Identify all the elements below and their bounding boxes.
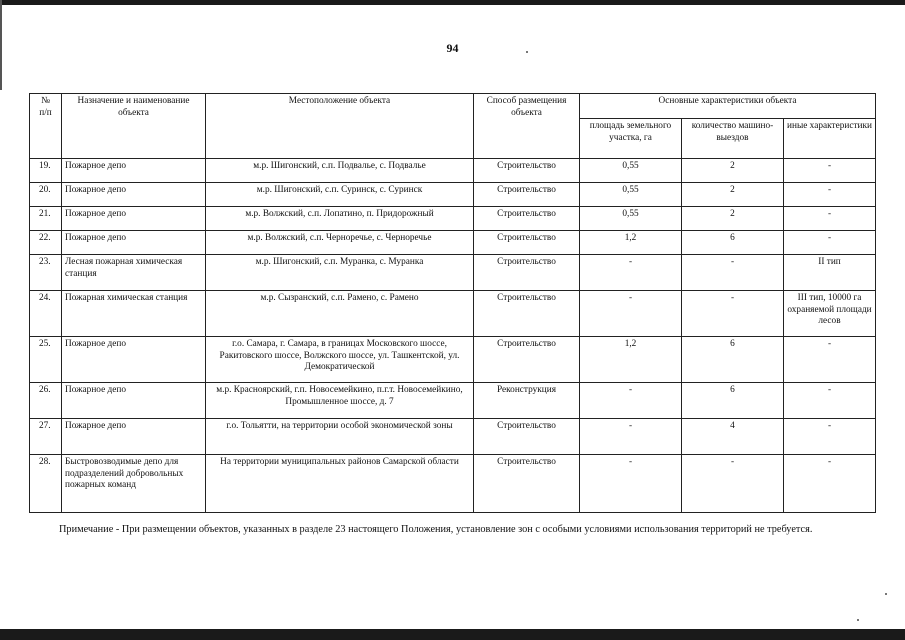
row-num: 19. <box>30 159 62 183</box>
row-other: II тип <box>784 255 876 291</box>
table-row <box>30 383 876 419</box>
objects-table <box>29 93 876 513</box>
row-location: м.р. Шигонский, с.п. Подвалье, с. Подвалье <box>206 159 474 183</box>
row-num: 22. <box>30 231 62 255</box>
row-method: Строительство <box>474 291 580 337</box>
row-method: Строительство <box>474 207 580 231</box>
row-method: Строительство <box>474 159 580 183</box>
table-row <box>30 183 876 207</box>
row-area: 0,55 <box>580 207 682 231</box>
page-number: 94 <box>446 41 459 55</box>
scan-speck <box>885 593 887 595</box>
row-other: III тип, 10000 га охраняемой площади лесов <box>784 291 876 337</box>
row-method: Строительство <box>474 255 580 291</box>
row-area: 0,55 <box>580 183 682 207</box>
col-header-vehicles: количество машино-выездов <box>682 119 784 159</box>
row-vehicles: 2 <box>682 183 784 207</box>
row-name: Пожарное депо <box>62 231 206 255</box>
row-other: - <box>784 455 876 513</box>
row-vehicles: 6 <box>682 337 784 383</box>
row-name: Пожарное депо <box>62 159 206 183</box>
row-name: Пожарное депо <box>62 337 206 383</box>
row-vehicles: - <box>682 255 784 291</box>
row-name: Пожарная химическая станция <box>62 291 206 337</box>
col-header-area: площадь земельного участка, га <box>580 119 682 159</box>
row-other: - <box>784 183 876 207</box>
row-name: Лесная пожарная химическая станция <box>62 255 206 291</box>
row-method: Строительство <box>474 183 580 207</box>
row-method: Строительство <box>474 419 580 455</box>
scan-speck <box>857 619 859 621</box>
row-vehicles: - <box>682 455 784 513</box>
scan-edge-top <box>0 0 905 5</box>
row-vehicles: - <box>682 291 784 337</box>
row-location: м.р. Шигонский, с.п. Муранка, с. Муранка <box>206 255 474 291</box>
row-location: г.о. Тольятти, на территории особой экономической зоны <box>206 419 474 455</box>
row-other: - <box>784 337 876 383</box>
table-header-row <box>30 94 876 119</box>
footnote-text: Примечание - При размещении объектов, указанных в разделе 23 настоящего Положения, установление зон с особыми условиями использования территорий не требуется. <box>59 524 813 535</box>
row-location: м.р. Волжский, с.п. Лопатино, п. Придорожный <box>206 207 474 231</box>
row-num: 25. <box>30 337 62 383</box>
row-location: м.р. Сызранский, с.п. Рамено, с. Рамено <box>206 291 474 337</box>
table-row <box>30 337 876 383</box>
row-num: 20. <box>30 183 62 207</box>
row-location: м.р. Шигонский, с.п. Суринск, с. Суринск <box>206 183 474 207</box>
row-area: - <box>580 419 682 455</box>
col-header-location: Местоположение объекта <box>206 94 474 159</box>
row-area: - <box>580 383 682 419</box>
scan-speck <box>526 51 528 53</box>
row-method: Реконструкция <box>474 383 580 419</box>
col-header-characteristics: Основные характеристики объекта <box>580 94 876 119</box>
table-row <box>30 291 876 337</box>
row-vehicles: 6 <box>682 383 784 419</box>
row-other: - <box>784 231 876 255</box>
row-area: 1,2 <box>580 231 682 255</box>
row-vehicles: 4 <box>682 419 784 455</box>
row-other: - <box>784 419 876 455</box>
table-row <box>30 419 876 455</box>
row-area: - <box>580 291 682 337</box>
row-area: - <box>580 255 682 291</box>
scan-edge-bottom <box>0 629 905 640</box>
row-name: Пожарное депо <box>62 183 206 207</box>
table-row <box>30 231 876 255</box>
row-num: 26. <box>30 383 62 419</box>
row-other: - <box>784 207 876 231</box>
row-other: - <box>784 383 876 419</box>
row-area: - <box>580 455 682 513</box>
col-header-num: № п/п <box>30 94 62 159</box>
row-num: 21. <box>30 207 62 231</box>
row-num: 23. <box>30 255 62 291</box>
row-area: 0,55 <box>580 159 682 183</box>
col-header-name: Назначение и наименование объекта <box>62 94 206 159</box>
table-row <box>30 159 876 183</box>
row-vehicles: 2 <box>682 207 784 231</box>
row-name: Пожарное депо <box>62 419 206 455</box>
row-other: - <box>784 159 876 183</box>
row-location: На территории муниципальных районов Самарской области <box>206 455 474 513</box>
row-method: Строительство <box>474 455 580 513</box>
table-row <box>30 255 876 291</box>
row-vehicles: 2 <box>682 159 784 183</box>
row-area: 1,2 <box>580 337 682 383</box>
col-header-method: Способ размещения объекта <box>474 94 580 159</box>
row-num: 27. <box>30 419 62 455</box>
row-num: 28. <box>30 455 62 513</box>
row-num: 24. <box>30 291 62 337</box>
table-row <box>30 207 876 231</box>
row-location: г.о. Самара, г. Самара, в границах Московского шоссе, Ракитовского шоссе, Волжского шоссе, ул. Ташкентской, ул. Демократической <box>206 337 474 383</box>
row-name: Пожарное депо <box>62 383 206 419</box>
row-method: Строительство <box>474 231 580 255</box>
col-header-other: иные характеристики <box>784 119 876 159</box>
row-location: м.р. Красноярский, г.п. Новосемейкино, п.г.т. Новосемейкино, Промышленное шоссе, д. 7 <box>206 383 474 419</box>
row-name: Пожарное депо <box>62 207 206 231</box>
row-name: Быстровозводимые депо для подразделений добровольных пожарных команд <box>62 455 206 513</box>
table-row <box>30 455 876 513</box>
row-location: м.р. Волжский, с.п. Черноречье, с. Черноречье <box>206 231 474 255</box>
row-method: Строительство <box>474 337 580 383</box>
footnote <box>59 522 849 538</box>
row-vehicles: 6 <box>682 231 784 255</box>
